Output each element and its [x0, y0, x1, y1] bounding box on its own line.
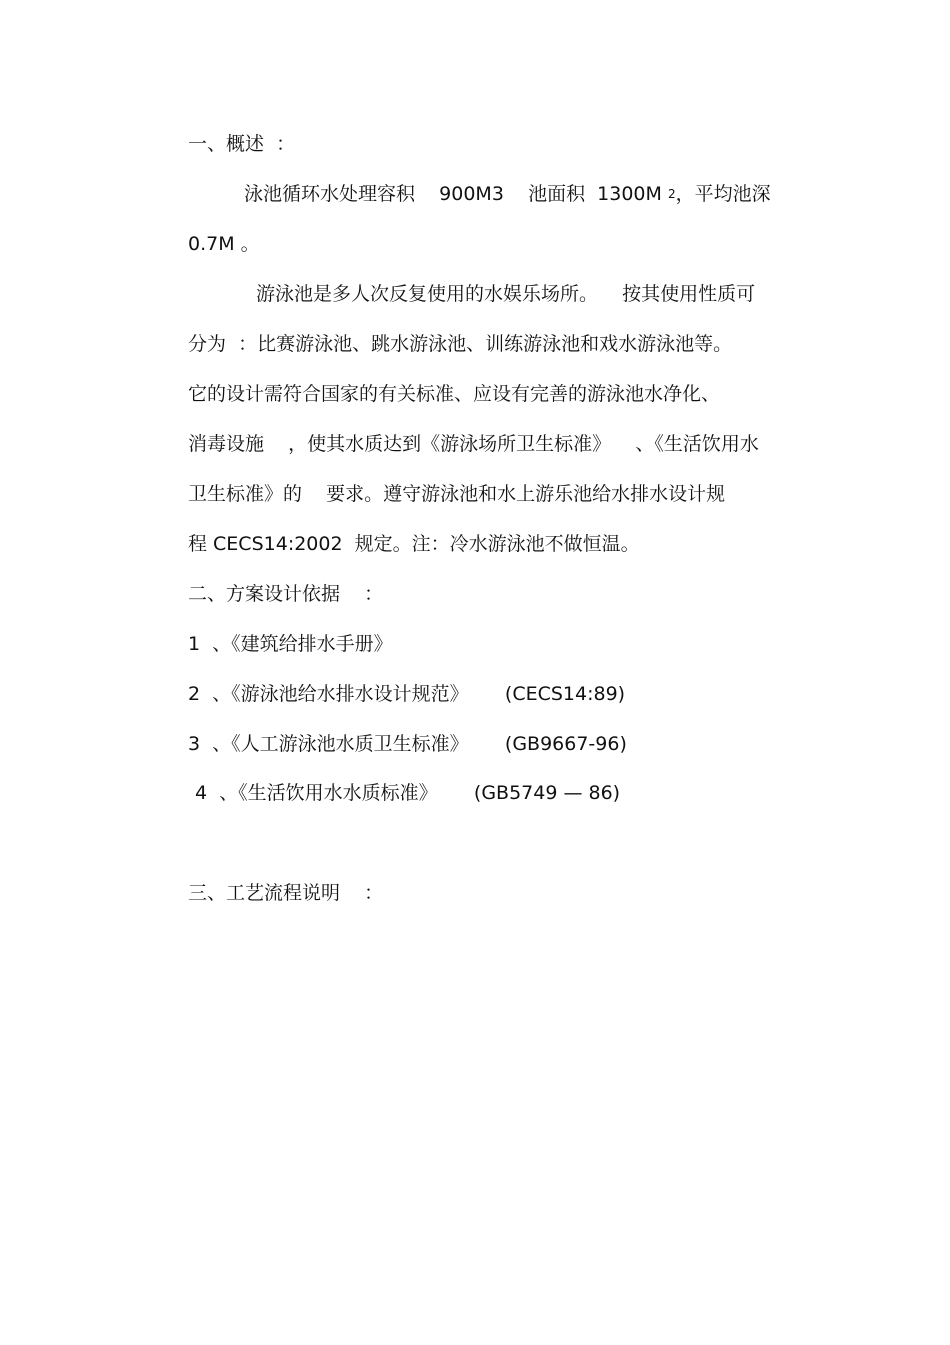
reference-item-1: 1 、《建筑给排水手册》 — [188, 633, 393, 655]
superscript-2: 2 — [667, 187, 676, 201]
section-3-heading: 三、工艺流程说明 ： — [188, 882, 384, 904]
section-1-paragraph-2-line-3: 它的设计需符合国家的有关标准、应设有完善的游泳池水净化、 — [188, 383, 721, 405]
reference-item-3: 3 、《人工游泳池水质卫生标准》 (GB9667-96) — [188, 733, 627, 755]
section-1-paragraph-1-line-2: 0.7M 。 — [188, 233, 260, 255]
section-1-heading: 一、概述 ： — [188, 133, 296, 155]
reference-item-4: 4 、《生活饮用水水质标准》 (GB5749 — 86) — [195, 782, 621, 804]
section-1-paragraph-2-line-6: 程 CECS14:2002 规定。注：冷水游泳池不做恒温。 — [188, 533, 640, 555]
section-1-paragraph-1-line-1 — [244, 182, 771, 208]
section-1-paragraph-2-line-2: 分为 ：比赛游泳池、跳水游泳池、训练游泳池和戏水游泳池等。 — [188, 333, 733, 355]
section-2-heading: 二、方案设计依据 ： — [188, 583, 384, 605]
volume-area-text: 泳池循环水处理容积 900M3 池面积 1300M — [244, 183, 668, 205]
section-1-paragraph-2-line-4: 消毒设施 ，使其水质达到《游泳场所卫生标准》 、《生活饮用水 — [188, 433, 759, 455]
section-1-paragraph-2-line-1: 游泳池是多人次反复使用的水娱乐场所。 按其使用性质可 — [256, 283, 756, 305]
average-depth-text: ，平均池深 — [675, 183, 771, 205]
reference-item-2: 2 、《游泳池给水排水设计规范》 (CECS14:89) — [188, 683, 626, 705]
section-1-paragraph-2-line-5: 卫生标准》的 要求。遵守游泳池和水上游乐池给水排水设计规 — [188, 483, 726, 505]
